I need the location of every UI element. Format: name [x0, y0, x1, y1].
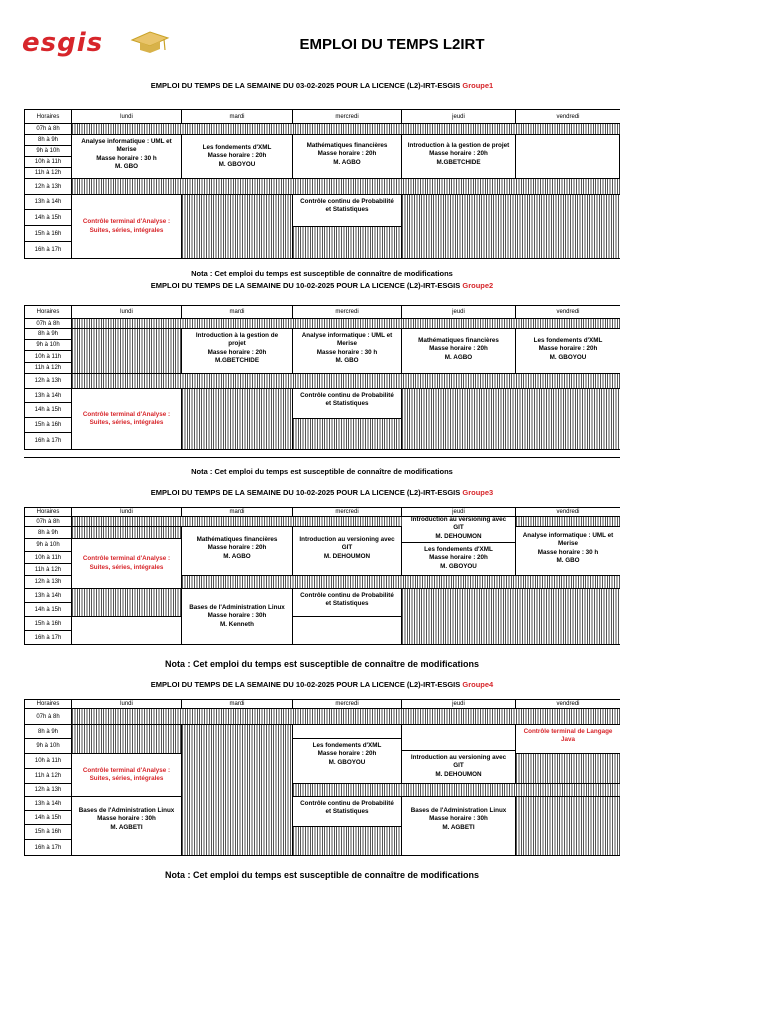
exam-title: Contrôle terminal d'Analyse :: [82, 410, 171, 418]
course-teacher: M. GBOYOU: [218, 160, 256, 168]
col-header-vendredi: vendredi: [516, 110, 620, 124]
course-teacher: M. AGBO: [333, 158, 361, 166]
exam-cell: [72, 195, 182, 259]
course-hours: Masse horaire : 20h: [538, 345, 598, 353]
course-cell: [72, 797, 182, 856]
course-title-cont: projet: [228, 340, 246, 348]
section-divider: [24, 457, 620, 458]
exam-cell: [293, 195, 402, 227]
course-cell: [182, 135, 293, 179]
course-title-cont: Merise: [558, 540, 578, 548]
course-hours: Masse horaire : 30 h: [316, 348, 378, 356]
exam-title: Contrôle terminal de Langage: [523, 728, 613, 735]
course-title-cont: Merise: [116, 146, 137, 154]
course-title: Introduction au versioning avec: [299, 536, 395, 543]
empty-slot: [402, 725, 516, 751]
course-title: Analyse informatique : UML et: [81, 138, 172, 145]
col-header-horaires: Horaires: [25, 110, 72, 124]
exam-topics: Java: [560, 736, 575, 744]
time-slot: 8h à 9h: [25, 135, 72, 146]
unused-slot: [72, 517, 620, 527]
exam-cell: [516, 725, 620, 754]
course-cell: [182, 589, 293, 645]
week-title: [24, 680, 620, 689]
course-title: Mathématiques financières: [306, 142, 388, 149]
course-teacher: M. Kenneth: [220, 620, 254, 628]
col-header-mercredi: mercredi: [293, 508, 402, 517]
exam-title: Contrôle terminal d'Analyse :: [82, 218, 171, 226]
course-hours: Masse horaire : 20h: [207, 544, 267, 552]
unused-slot: [293, 827, 402, 856]
unused-slot: [402, 589, 620, 645]
col-header-vendredi: vendredi: [516, 700, 620, 709]
time-slot: 14h à 15h: [25, 210, 72, 226]
course-title: Bases de l'Administration Linux: [78, 807, 175, 814]
time-slot: 10h à 11h: [25, 552, 72, 564]
lunch-break: [293, 784, 620, 797]
exam-topics: et Statistiques: [325, 400, 369, 408]
course-hours: Masse horaire : 30h: [97, 815, 156, 823]
time-slot: 07h à 8h: [25, 124, 72, 135]
time-slot: 8h à 9h: [25, 527, 72, 539]
exam-topics: et Statistiques: [325, 206, 369, 214]
col-header-lundi: lundi: [72, 110, 182, 124]
unused-slot: [182, 725, 293, 856]
unused-slot: [293, 419, 402, 450]
course-title: Introduction à la gestion de projet: [407, 142, 510, 149]
time-slot: 11h à 12h: [25, 363, 72, 374]
exam-title: Contrôle continu de Probabilité: [300, 800, 394, 807]
course-title-cont: GIT: [341, 544, 353, 552]
course-cell: [402, 517, 516, 543]
course-title: Analyse informatique : UML et: [301, 332, 393, 339]
col-header-lundi: lundi: [72, 306, 182, 319]
col-header-mardi: mardi: [182, 110, 293, 124]
course-teacher: M. DEHOUMON: [435, 532, 482, 540]
time-slot: 15h à 16h: [25, 617, 72, 631]
course-cell: [516, 329, 620, 374]
time-slot: 12h à 13h: [25, 179, 72, 195]
time-slot: 11h à 12h: [25, 564, 72, 576]
col-header-horaires: Horaires: [25, 700, 72, 709]
course-title: Mathématiques financières: [196, 536, 278, 543]
exam-topics: Suites, séries, intégrales: [89, 226, 164, 234]
week-title-text: EMPLOI DU TEMPS DE LA SEMAINE DU 10-02-2025 POUR LA LICENCE (L2)-IRT-ESGIS: [150, 281, 463, 290]
empty-slot: [293, 617, 402, 645]
unused-slot: [516, 797, 620, 856]
course-teacher: M. DEHOUMON: [323, 552, 371, 560]
unused-slot: [182, 195, 293, 259]
course-title: Les fondements d'XML: [202, 144, 272, 151]
course-teacher: M.GBETCHIDE: [214, 356, 260, 364]
schedule-grid: [24, 699, 620, 856]
time-slot: 14h à 15h: [25, 403, 72, 418]
week-title: [24, 81, 620, 90]
course-teacher: M. AGBETI: [442, 823, 475, 831]
exam-cell: [72, 389, 182, 450]
unused-slot: [72, 319, 620, 329]
time-slot: 16h à 17h: [25, 840, 72, 856]
course-teacher: M. AGBO: [444, 353, 473, 361]
col-header-vendredi: vendredi: [516, 508, 620, 517]
course-teacher: M. GBO: [114, 162, 139, 170]
time-slot: 11h à 12h: [25, 168, 72, 179]
exam-topics: Suites, séries, intégrales: [89, 775, 164, 782]
course-title: Introduction à la gestion de: [195, 332, 279, 339]
course-hours: Masse horaire : 30h: [207, 612, 267, 620]
course-cell: [72, 135, 182, 179]
unused-slot: [72, 725, 182, 754]
time-slot: 15h à 16h: [25, 825, 72, 840]
exam-title: Contrôle continu de Probabilité: [300, 392, 394, 399]
nota: Nota : Cet emploi du temps est susceptible de connaître de modifications: [164, 870, 480, 880]
time-slot: 10h à 11h: [25, 754, 72, 769]
group-label: Groupe1: [462, 81, 494, 90]
course-cell: [402, 329, 516, 374]
time-slot: 9h à 10h: [25, 539, 72, 552]
unused-slot: [402, 195, 620, 259]
exam-cell: [293, 389, 402, 419]
col-header-mercredi: mercredi: [293, 700, 402, 709]
col-header-mercredi: mercredi: [293, 306, 402, 319]
course-hours: Masse horaire : 20h: [429, 345, 488, 353]
empty-slot: [293, 725, 402, 739]
course-hours: Masse horaire : 20h: [207, 348, 267, 356]
unused-slot: [72, 709, 620, 725]
col-header-jeudi: jeudi: [402, 110, 516, 124]
course-cell: [182, 329, 293, 374]
group-label: Groupe4: [462, 680, 494, 689]
course-title-cont: Merise: [337, 340, 357, 348]
time-slot: 07h à 8h: [25, 517, 72, 527]
nota: Nota : Cet emploi du temps est susceptible de connaître de modifications: [164, 659, 480, 669]
time-slot: 12h à 13h: [25, 784, 72, 797]
course-title: Les fondements d'XML: [533, 337, 603, 344]
course-cell: [402, 135, 516, 179]
schedule-grid: [24, 305, 620, 450]
unused-slot: [516, 754, 620, 784]
lunch-break: [182, 576, 620, 589]
time-slot: 8h à 9h: [25, 329, 72, 340]
time-slot: 07h à 8h: [25, 319, 72, 329]
col-header-lundi: lundi: [72, 700, 182, 709]
schedule-grid: [24, 109, 620, 259]
nota: Nota : Cet emploi du temps est susceptible de connaître de modifications: [191, 269, 453, 278]
course-title: Introduction au versioning avec: [410, 754, 507, 761]
week-title: [24, 281, 620, 290]
course-hours: Masse horaire : 20h: [317, 750, 377, 758]
page-title: EMPLOI DU TEMPS L2IRT: [299, 36, 485, 53]
unused-slot: [72, 589, 182, 617]
exam-topics: Suites, séries, intégrales: [89, 563, 164, 571]
course-cell: [516, 527, 620, 576]
time-slot: 15h à 16h: [25, 418, 72, 433]
week-title-text: EMPLOI DU TEMPS DE LA SEMAINE DU 10-02-2025 POUR LA LICENCE (L2)-IRT-ESGIS: [150, 488, 463, 497]
course-title: Les fondements d'XML: [312, 742, 382, 749]
time-slot: 16h à 17h: [25, 242, 72, 259]
exam-title: Contrôle continu de Probabilité: [300, 592, 394, 599]
lunch-break: [72, 374, 620, 389]
unused-slot: [72, 527, 182, 539]
time-slot: 10h à 11h: [25, 157, 72, 168]
course-title: Analyse informatique : UML et: [522, 532, 614, 539]
time-slot: 16h à 17h: [25, 631, 72, 645]
time-slot: 9h à 10h: [25, 739, 72, 754]
time-slot: 14h à 15h: [25, 603, 72, 617]
unused-slot: [402, 389, 620, 450]
exam-title: Contrôle continu de Probabilité: [300, 198, 394, 205]
course-teacher: M. AGBO: [223, 552, 251, 560]
course-title: Bases de l'Administration Linux: [189, 604, 285, 612]
course-title: Introduction au versioning avec: [410, 517, 507, 523]
col-header-mardi: mardi: [182, 306, 293, 319]
course-cell: [293, 329, 402, 374]
empty-slot: [516, 135, 620, 179]
col-header-horaires: Horaires: [25, 306, 72, 319]
col-header-jeudi: jeudi: [402, 508, 516, 517]
group-label: Groupe2: [462, 281, 494, 290]
unused-slot: [72, 124, 620, 135]
course-hours: Masse horaire : 30 h: [96, 154, 157, 162]
time-slot: 14h à 15h: [25, 811, 72, 825]
course-cell: [293, 739, 402, 784]
exam-cell: [293, 589, 402, 617]
exam-topics: et Statistiques: [325, 600, 369, 608]
course-cell: [402, 751, 516, 784]
time-slot: 9h à 10h: [25, 146, 72, 157]
exam-cell: [72, 754, 182, 797]
time-slot: 16h à 17h: [25, 433, 72, 450]
course-hours: Masse horaire : 20h: [207, 152, 267, 160]
col-header-vendredi: vendredi: [516, 306, 620, 319]
course-title: Les fondements d'XML: [424, 546, 493, 553]
course-teacher: M. GBOYOU: [549, 353, 587, 361]
schedule-grid: [24, 507, 620, 645]
course-hours: Masse horaire : 20h: [317, 150, 377, 158]
course-cell: [293, 135, 402, 179]
exam-topics: et Statistiques: [325, 808, 369, 816]
course-teacher: M.GBETCHIDE: [436, 158, 481, 166]
time-slot: 13h à 14h: [25, 389, 72, 403]
col-header-lundi: lundi: [72, 508, 182, 517]
empty-slot: [72, 617, 182, 645]
col-header-mercredi: mercredi: [293, 110, 402, 124]
unused-slot: [293, 227, 402, 259]
col-header-jeudi: jeudi: [402, 306, 516, 319]
course-teacher: M. DEHOUMON: [435, 770, 482, 778]
time-slot: 12h à 13h: [25, 374, 72, 389]
exam-cell: [293, 797, 402, 827]
time-slot: 8h à 9h: [25, 725, 72, 739]
time-slot: 9h à 10h: [25, 340, 72, 351]
time-slot: 10h à 11h: [25, 351, 72, 363]
week-title-text: EMPLOI DU TEMPS DE LA SEMAINE DU 10-02-2025 POUR LA LICENCE (L2)-IRT-ESGIS: [150, 680, 463, 689]
col-header-mardi: mardi: [182, 700, 293, 709]
course-title-cont: GIT: [453, 762, 464, 770]
exam-topics: Suites, séries, intégrales: [89, 419, 164, 426]
col-header-mardi: mardi: [182, 508, 293, 517]
course-cell: [402, 543, 516, 576]
course-hours: Masse horaire : 30 h: [537, 548, 599, 556]
course-cell: [293, 527, 402, 576]
week-title-text: EMPLOI DU TEMPS DE LA SEMAINE DU 03-02-2025 POUR LA LICENCE (L2)-IRT-ESGIS: [150, 81, 463, 90]
time-slot: 13h à 14h: [25, 797, 72, 811]
course-hours: Masse horaire : 20h: [429, 554, 488, 562]
course-teacher: M. GBO: [335, 356, 359, 364]
group-label: Groupe3: [462, 488, 494, 497]
time-slot: 11h à 12h: [25, 769, 72, 784]
course-cell: [402, 797, 516, 856]
time-slot: 13h à 14h: [25, 195, 72, 210]
unused-slot: [182, 389, 293, 450]
time-slot: 12h à 13h: [25, 576, 72, 589]
course-hours: Masse horaire : 30h: [429, 815, 488, 823]
exam-title: Contrôle terminal d'Analyse :: [82, 555, 171, 563]
logo-text: esgis: [22, 28, 104, 58]
time-slot: 13h à 14h: [25, 589, 72, 603]
course-teacher: M. AGBETI: [110, 823, 143, 831]
week-title: [24, 488, 620, 497]
course-title-cont: GIT: [453, 524, 464, 532]
exam-title: Contrôle terminal d'Analyse :: [82, 766, 171, 774]
exam-cell: [72, 539, 182, 589]
course-title: Mathématiques financières: [418, 337, 499, 344]
nota: Nota : Cet emploi du temps est susceptible de connaître de modifications: [191, 467, 453, 476]
course-title: Bases de l'Administration Linux: [410, 807, 507, 814]
lunch-break: [72, 179, 620, 195]
col-header-jeudi: jeudi: [402, 700, 516, 709]
course-teacher: M. GBOYOU: [328, 758, 366, 766]
course-hours: Masse horaire : 20h: [429, 150, 488, 158]
course-teacher: M. GBOYOU: [440, 562, 477, 570]
unused-slot: [72, 329, 182, 374]
course-teacher: M. GBO: [556, 556, 580, 564]
time-slot: 07h à 8h: [25, 709, 72, 725]
course-cell: [182, 527, 293, 576]
time-slot: 15h à 16h: [25, 226, 72, 242]
col-header-horaires: Horaires: [25, 508, 72, 517]
